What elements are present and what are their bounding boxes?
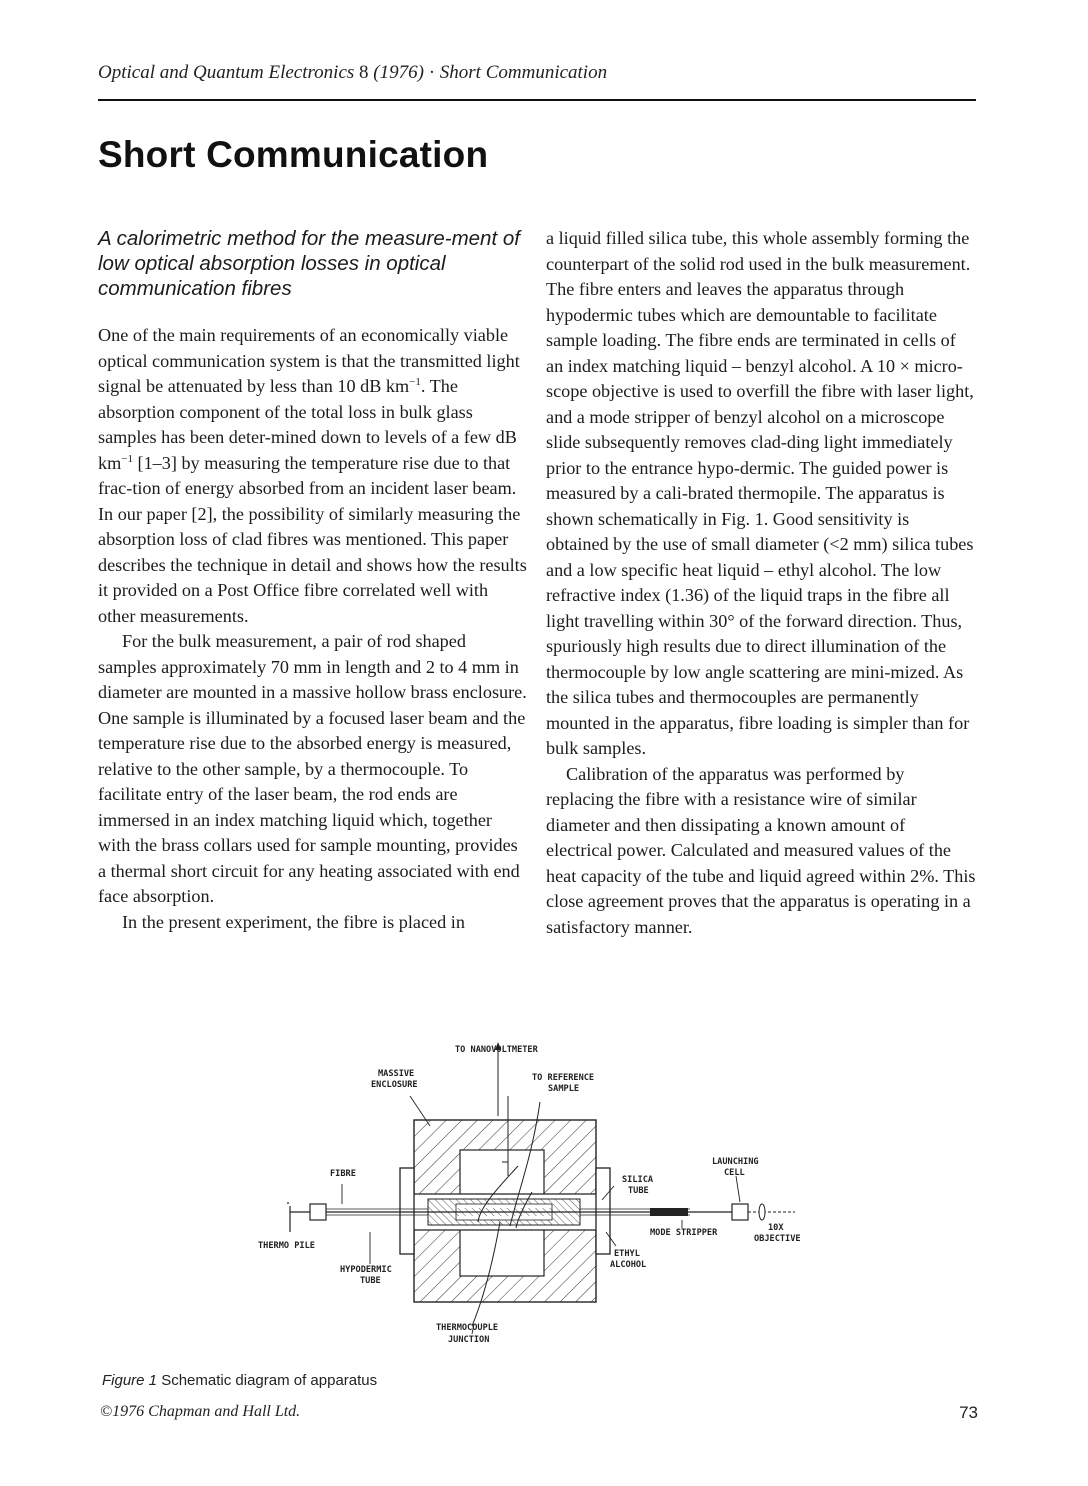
label-thermocouple: THERMOCOUPLE [436, 1323, 499, 1333]
figure-label: Figure 1 [102, 1372, 158, 1389]
schematic-diagram [250, 1036, 850, 1354]
label-alcohol: ALCOHOL [610, 1260, 647, 1270]
label-10x: 10X [768, 1223, 784, 1233]
launching-cell [732, 1204, 748, 1220]
paragraph-bulk-measurement: For the bulk measurement, a pair of rod shaped samples approximately 70 mm in length and 2 to 4 mm in diameter are mounted in a massive hollow brass enclosure. One sample is illuminated by a focused laser beam and the temperature rise due to the absorbed energy is measured, relative to the other sample, by a thermocouple. To facilitate entry of the laser beam, the rod ends are immersed in an index matching liquid which, together with the brass collars used for sample mounting, provides a thermal short circuit for any heating associated with end face absorption. [98, 631, 527, 906]
paragraph-intro [98, 323, 528, 629]
header-separator: · [428, 62, 436, 83]
left-collar [400, 1168, 414, 1254]
running-head [98, 62, 607, 84]
label-thermopile: THERMO PILE [258, 1241, 315, 1251]
label-launching: LAUNCHING [712, 1157, 759, 1167]
header-rule [98, 99, 976, 101]
paragraph-apparatus: a liquid filled silica tube, this whole assembly forming the counterpart of the solid rod used in the bulk measurement. The fibre enters and leaves the apparatus through hypodermic tubes which are demountable to facilitate sample loading. The fibre ends are terminated in cells of an index matching liquid – benzyl alcohol. A 10 × micro-scope objective is used to overfill the fibre with laser light, and a mode stripper of benzyl alcohol on a microscope slide subsequently removes clad-ding light immediately prior to the entrance hypo-dermic. The guided power is measured by a cali-brated thermopile. The apparatus is shown schematically in Fig. 1. Good sensitivity is obtained by the use of small diameter (<2 mm) silica tubes and a low specific heat liquid – ethyl alcohol. The low refractive index (1.36) of the liquid traps in the fibre all light travelling within 30° of the forward direction. Thus, spuriously high results due to direct illumination of the thermocouple by low angle scattering are mini-mized. As the silica tubes and thermocouples are permanently mounted in the apparatus, fibre loading is simpler than for bulk samples. [546, 228, 974, 758]
label-hypodermic-tube: TUBE [360, 1276, 381, 1286]
intro-text-c: [1–3] by measuring the temperature rise due to that frac-tion of energy absorbed from an incident laser beam. In our paper [2], the possibility of similarly measuring the absorption loss of clad fibres was mentioned. This paper describes the technique in detail and shows how the results it provided on a Post Office fibre correlated well with other measurements. [98, 452, 527, 626]
apparatus-schematic [250, 1036, 850, 1354]
page-number: 73 [959, 1403, 978, 1422]
intro-text-b: . The absorption component of the total loss in bulk glass samples has been deter-mined down to levels of a few dB km [98, 376, 517, 473]
right-collar [596, 1168, 610, 1254]
label-tube: TUBE [628, 1186, 649, 1196]
label-massive: MASSIVE [378, 1069, 415, 1079]
copyright: ©1976 Chapman and Hall Ltd. [100, 1403, 301, 1420]
objective [748, 1204, 795, 1220]
label-silica: SILICA [622, 1175, 654, 1185]
label-enclosure: ENCLOSURE [371, 1080, 418, 1090]
figure-caption [102, 1372, 377, 1389]
label-hypodermic: HYPODERMIC [340, 1265, 392, 1275]
paragraph-present-experiment: In the present experiment, the fibre is placed in [122, 911, 465, 932]
paragraph-calibration: Calibration of the apparatus was performed by replacing the fibre with a resistance wire of similar diameter and then dissipating a known amount of electrical power. Calculated and measured values of the heat capacity of the tube and liquid agreed within 2%. This close agreement proves that the apparatus is operating in a satisfactory manner. [546, 763, 976, 937]
right-column [546, 226, 976, 940]
label-junction: JUNCTION [448, 1335, 490, 1345]
intro-superscript-2: −1 [121, 452, 133, 465]
label-objective: OBJECTIVE [754, 1234, 801, 1244]
journal-year: (1976) [373, 62, 424, 83]
thermopile [288, 1202, 326, 1232]
label-fibre: FIBRE [330, 1169, 356, 1179]
label-ethyl: ETHYL [614, 1249, 640, 1259]
article-title: A calorimetric method for the measure-ment of low optical absorption losses in optical communication fibres [98, 227, 520, 300]
figure-caption-text: Schematic diagram of apparatus [161, 1372, 378, 1389]
mode-stripper [650, 1208, 688, 1216]
journal-volume: 8 [359, 62, 369, 83]
left-column [98, 226, 528, 935]
intro-superscript-1: −1 [409, 375, 421, 388]
label-to-reference: TO REFERENCE [532, 1073, 595, 1083]
journal-name: Optical and Quantum Electronics [98, 62, 355, 83]
journal-section: Short Communication [439, 62, 608, 83]
label-sample: SAMPLE [548, 1084, 580, 1094]
section-title: Short Communication [98, 134, 489, 175]
label-mode-stripper: MODE STRIPPER [650, 1228, 718, 1238]
intro-text-a: One of the main requirements of an economically viable optical communication system is that the transmitted light signal be attenuated by less than 10 dB km [98, 325, 520, 396]
label-to-nanovoltmeter: TO NANOVOLTMETER [455, 1045, 538, 1055]
label-cell: CELL [724, 1168, 745, 1178]
